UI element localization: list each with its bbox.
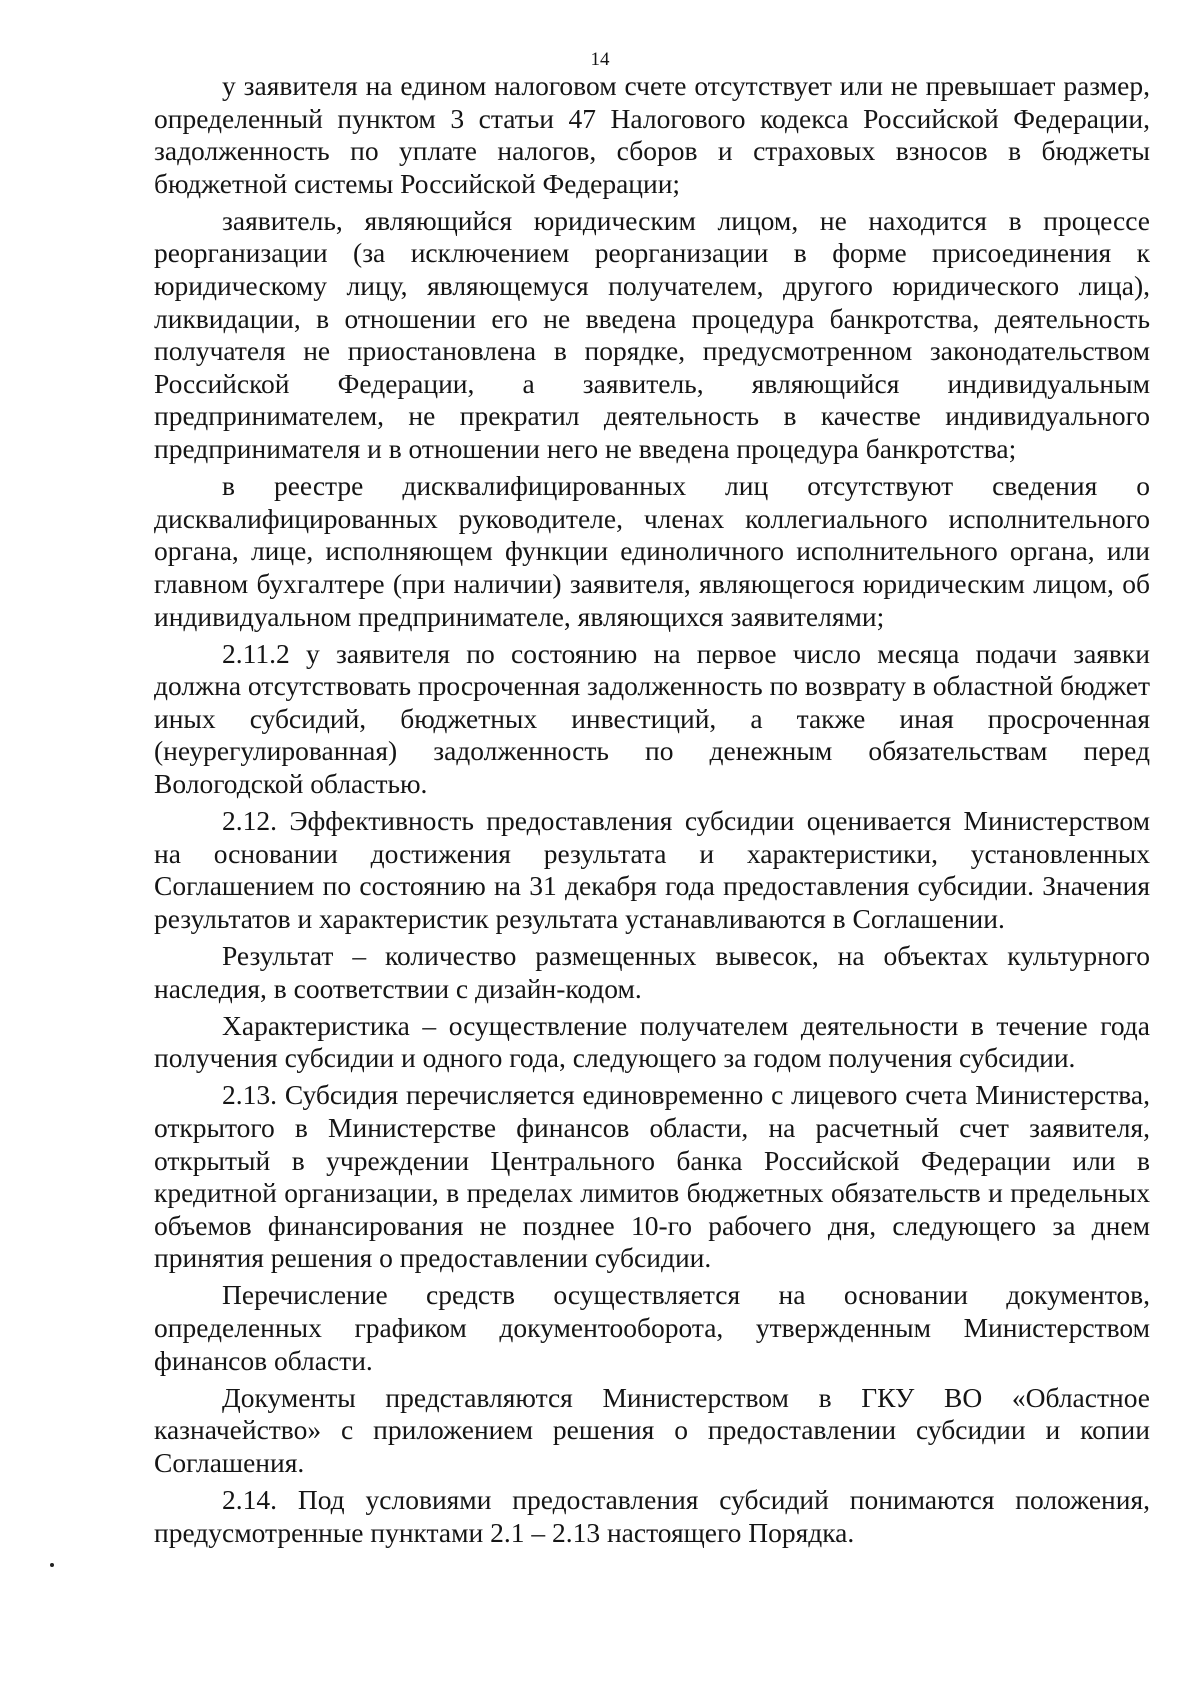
paragraph-transfer-documents: Перечисление средств осуществляется на основании документов, определенных графиком документооборота, утвержденным Министерством финансов области.: [154, 1279, 1150, 1376]
paragraph-2-14: 2.14. Под условиями предоставления субсидий понимаются положения, предусмотренные пунктами 2.1 – 2.13 настоящего Порядка.: [154, 1483, 1150, 1548]
page-number: 14: [590, 49, 610, 70]
paragraph-2-13: 2.13. Субсидия перечисляется единовременно с лицевого счета Министерства, открытого в Министерстве финансов области, на расчетный счет заявителя, открытый в учреждении Центрального банка Российской Федерации или в кредитной организации, в пределах лимитов бюджетных обязательств и предельных объемов финансирования не позднее 10-го рабочего дня, следующего за днем принятия решения о предоставлении субсидии.: [154, 1079, 1150, 1274]
paragraph-result: Результат – количество размещенных вывесок, на объектах культурного наследия, в соответствии с дизайн-кодом.: [154, 939, 1150, 1004]
paragraph-2-12: 2.12. Эффективность предоставления субсидии оценивается Министерством на основании достижения результата и характеристики, установленных Соглашением по состоянию на 31 декабря года предоставления субсидии. Значения результатов и характеристик результата устанавливаются в Соглашении.: [154, 805, 1150, 934]
scan-speck: [50, 1563, 54, 1567]
paragraph-tax-debt: у заявителя на едином налоговом счете отсутствует или не превышает размер, определенный пунктом 3 статьи 47 Налогового кодекса Российской Федерации, задолженность по уплате налогов, сборов и страховых взносов в бюджеты бюджетной системы Российской Федерации;: [154, 70, 1150, 199]
paragraph-treasury: Документы представляются Министерством в ГКУ ВО «Областное казначейство» с приложением решения о предоставлении субсидии и копии Соглашения.: [154, 1381, 1150, 1478]
document-body: [154, 70, 1150, 1554]
paragraph-disqualified-registry: в реестре дисквалифицированных лиц отсутствуют сведения о дисквалифицированных руководителе, членах коллегиального исполнительного органа, лице, исполняющем функции единоличного исполнительного органа, или главном бухгалтере (при наличии) заявителя, являющегося юридическим лицом, об индивидуальном предпринимателе, являющихся заявителями;: [154, 470, 1150, 632]
paragraph-reorganization: заявитель, являющийся юридическим лицом, не находится в процессе реорганизации (за исключением реорганизации в форме присоединения к юридическому лицу, являющемуся получателем, другого юридического лица), ликвидации, в отношении его не введена процедура банкротства, деятельность получателя не приостановлена в порядке, предусмотренном законодательством Российской Федерации, а заявитель, являющийся индивидуальным предпринимателем, не прекратил деятельность в качестве индивидуального предпринимателя и в отношении него не введена процедура банкротства;: [154, 204, 1150, 465]
paragraph-2-11-2: 2.11.2 у заявителя по состоянию на первое число месяца подачи заявки должна отсутствовать просроченная задолженность по возврату в областной бюджет иных субсидий, бюджетных инвестиций, а также иная просроченная (неурегулированная) задолженность по денежным обязательствам перед Вологодской областью.: [154, 637, 1150, 799]
paragraph-characteristic: Характеристика – осуществление получателем деятельности в течение года получения субсидии и одного года, следующего за годом получения субсидии.: [154, 1009, 1150, 1074]
